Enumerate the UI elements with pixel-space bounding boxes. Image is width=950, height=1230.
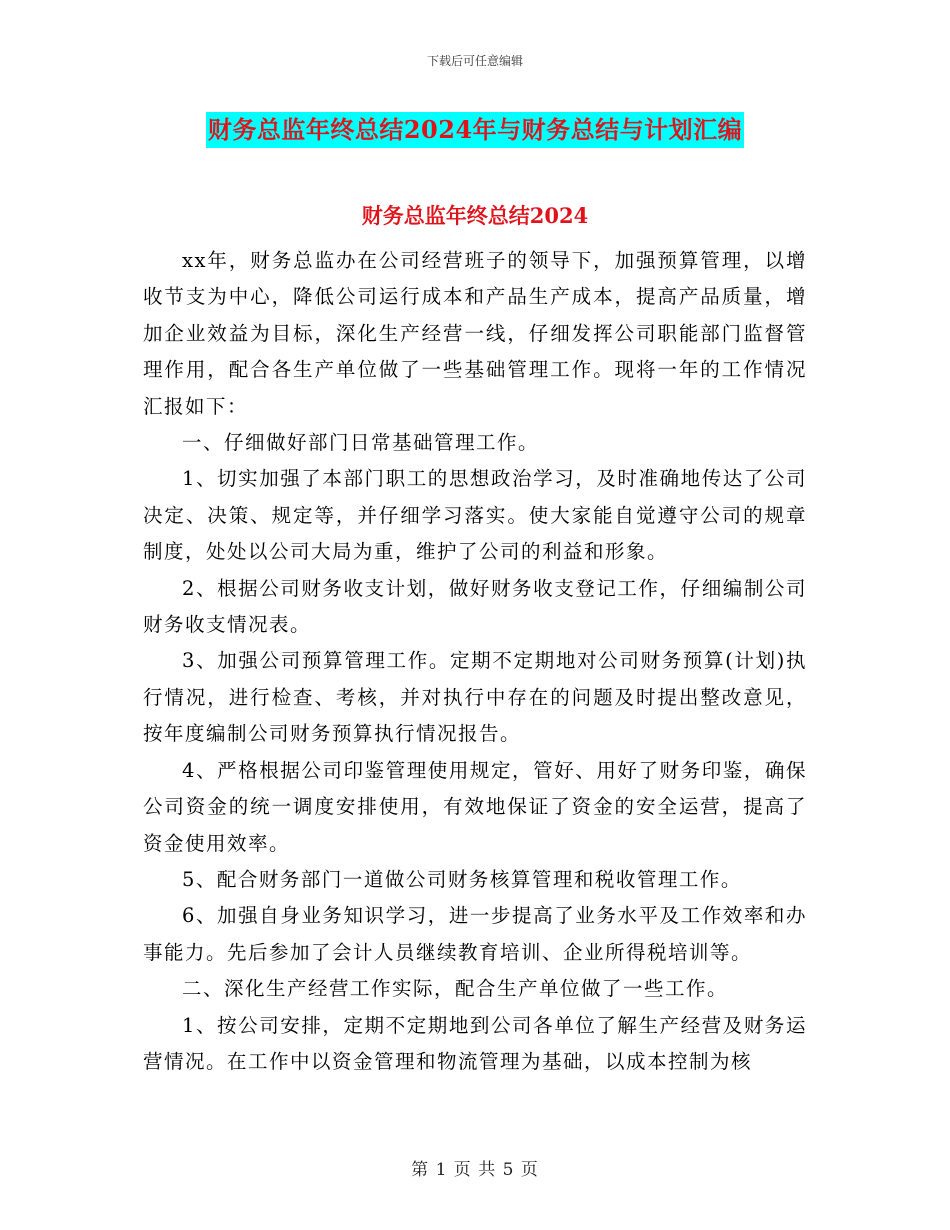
heading-section-2: 二、深化生产经营工作实际，配合生产单位做了一些工作。 <box>182 977 729 1001</box>
paragraph-item-3: 3、加强公司预算管理工作。定期不定期地对公司财务预算(计划)执行情况，进行检查、考核，并对执行中存在的问题及时提出整改意见，按年度编制公司财务预算执行情况报告。 <box>143 649 807 746</box>
document-title-text: 财务总监年终总结2024年与财务总结与计划汇编 <box>206 112 744 148</box>
document-body <box>143 243 807 1080</box>
paragraph-item-2: 2、根据公司财务收支计划，做好财务收支登记工作，仔细编制公司财务收支情况表。 <box>143 576 807 637</box>
section-title: 财务总监年终总结2024 <box>361 203 589 228</box>
paragraph-item-6: 6、加强自身业务知识学习，进一步提高了业务水平及工作效率和办事能力。先后参加了会计人员继续教育培训、企业所得税培训等。 <box>143 904 807 964</box>
heading-section-1: 一、仔细做好部门日常基础管理工作。 <box>182 431 540 455</box>
paragraph-section-2-item-1: 1、按公司安排，定期不定期地到公司各单位了解生产经营及财务运营情况。在工作中以资金管理和物流管理为基础，以成本控制为核 <box>143 1013 807 1073</box>
page-header-note: 下载后可任意编辑 <box>426 54 523 68</box>
paragraph-intro: xx年，财务总监办在公司经营班子的领导下，加强预算管理，以增收节支为中心，降低公司运行成本和产品生产成本，提高产品质量，增加企业效益为目标，深化生产经营一线，仔细发挥公司职能部门监督管理作用，配合各生产单位做了一些基础管理工作。现将一年的工作情况汇报如下： <box>143 249 807 418</box>
document-title <box>0 112 950 148</box>
paragraph-item-5: 5、配合财务部门一道做公司财务核算管理和税收管理工作。 <box>182 867 742 891</box>
paragraph-item-1: 1、切实加强了本部门职工的思想政治学习，及时准确地传达了公司决定、决策、规定等，并仔细学习落实。使大家能自觉遵守公司的规章制度，处处以公司大局为重，维护了公司的利益和形象。 <box>143 467 807 564</box>
page-number: 第 1 页 共 5 页 <box>411 1160 539 1180</box>
paragraph-item-4: 4、严格根据公司印鉴管理使用规定，管好、用好了财务印鉴，确保公司资金的统一调度安排使用，有效地保证了资金的安全运营，提高了资金使用效率。 <box>143 758 807 855</box>
